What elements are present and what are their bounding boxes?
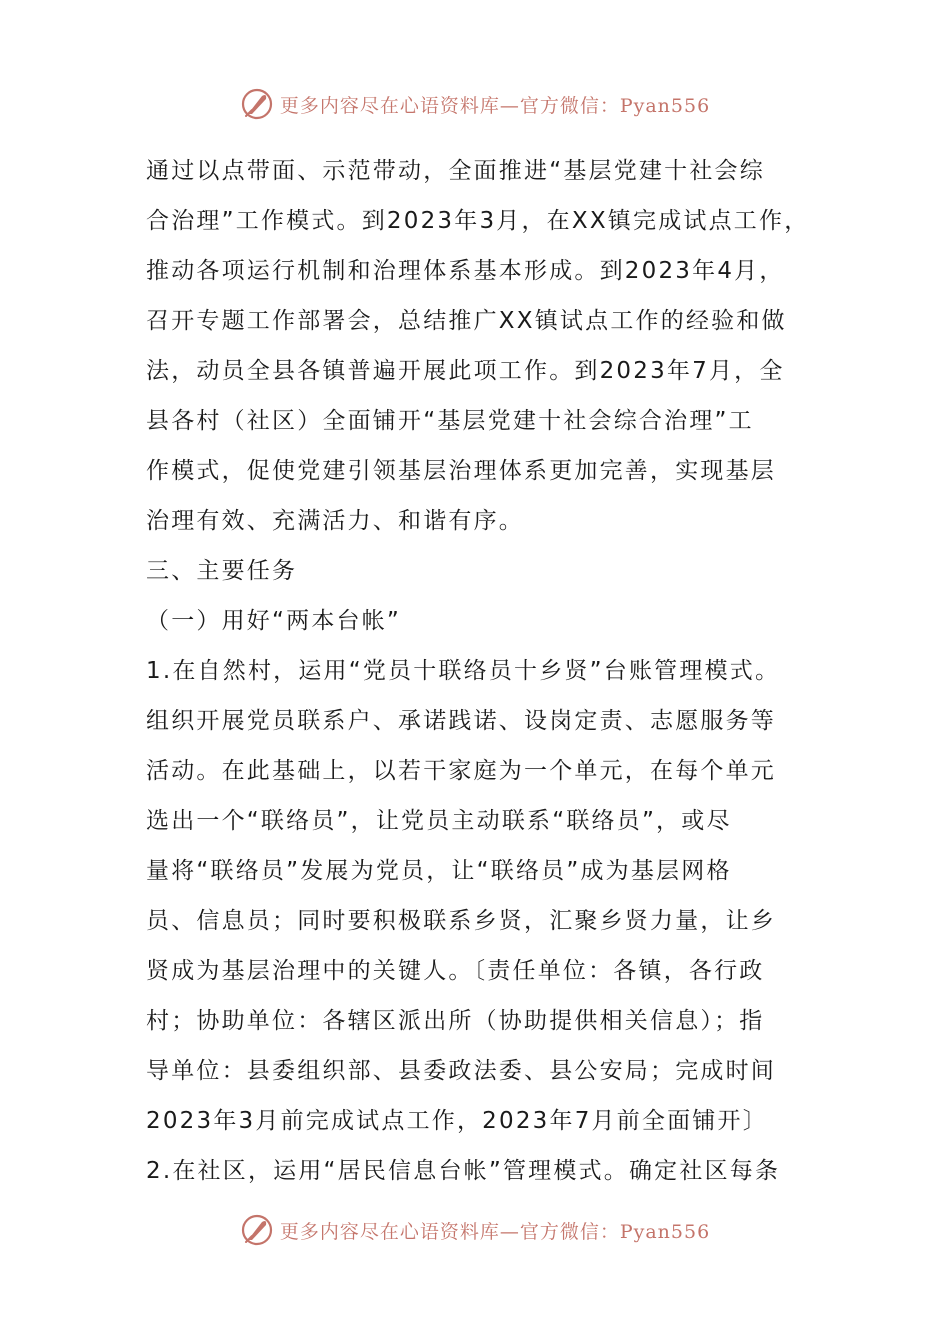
watermark-header: [0, 84, 950, 124]
text-line: 通过以点带面、示范带动，全面推进“基层党建十社会综: [146, 158, 765, 184]
text-line: 组织开展党员联系户、承诺践诺、设岗定责、志愿服务等: [146, 708, 776, 734]
text-line: 推动各项运行机制和治理体系基本形成。到2023年4月，: [146, 258, 785, 284]
text-line: 量将“联络员”发展为党员，让“联络员”成为基层网格: [146, 858, 732, 884]
text-line: 合治理”工作模式。到2023年3月，在XX镇完成试点工作，: [146, 208, 810, 234]
text-line: 2.在社区，运用“居民信息台帐”管理模式。确定社区每条: [146, 1158, 781, 1184]
text-line: 活动。在此基础上，以若干家庭为一个单元，在每个单元: [146, 758, 776, 784]
text-line: 员、信息员；同时要积极联系乡贤，汇聚乡贤力量，让乡: [146, 908, 776, 934]
document-body: [146, 146, 826, 1196]
subsection-heading: （一）用好“两本台帐”: [146, 608, 402, 634]
text-line: 村；协助单位：各辖区派出所（协助提供相关信息）；指: [146, 1008, 765, 1034]
text-line: 2023年3月前完成试点工作，2023年7月前全面铺开〕: [146, 1108, 768, 1134]
text-line: 选出一个“联络员”，让党员主动联系“联络员”，或尽: [146, 808, 732, 834]
text-line: 召开专题工作部署会，总结推广XX镇试点工作的经验和做: [146, 308, 787, 334]
text-line: 法，动员全县各镇普遍开展此项工作。到2023年7月，全: [146, 358, 785, 384]
watermark-text: 更多内容尽在心语资料库—官方微信：Pyan556: [279, 94, 711, 117]
quill-logo-icon: [240, 1213, 274, 1247]
quill-logo-icon: [240, 87, 274, 121]
text-line: 作模式，促使党建引领基层治理体系更加完善，实现基层: [146, 458, 776, 484]
watermark-footer: [0, 1210, 950, 1250]
text-line: 贤成为基层治理中的关键人。〔责任单位：各镇，各行政: [146, 958, 765, 984]
text-line: 1.在自然村，运用“党员十联络员十乡贤”台账管理模式。: [146, 658, 781, 684]
section-heading: 三、主要任务: [146, 558, 298, 584]
text-line: 导单位：县委组织部、县委政法委、县公安局；完成时间: [146, 1058, 776, 1084]
text-line: 县各村（社区）全面铺开“基层党建十社会综合治理”工: [146, 408, 754, 434]
watermark-text: 更多内容尽在心语资料库—官方微信：Pyan556: [279, 1220, 711, 1243]
text-line: 治理有效、充满活力、和谐有序。: [146, 508, 524, 534]
